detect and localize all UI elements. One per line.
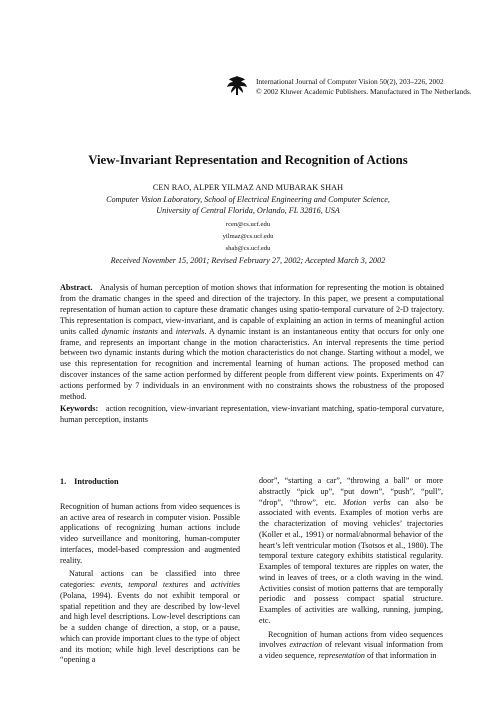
r2-em-2: representation: [318, 651, 365, 660]
journal-citation: International Journal of Computer Vision 50(2), 203–226, 2002: [256, 77, 444, 86]
section-heading: [60, 477, 240, 488]
p2-text-a: Natural actions can be classified into three categories:: [60, 569, 240, 589]
email-2: yilmaz@cs.ucf.edu: [222, 233, 274, 240]
keywords-label: Keywords:: [60, 404, 99, 413]
r2-em-1: extraction: [289, 640, 323, 650]
affiliation-line-1: Computer Vision Laboratory, School of Electrical Engineering and Computer Science,: [106, 195, 390, 204]
section-title: Introduction: [74, 477, 119, 486]
paper-authors: CEN RAO, ALPER YILMAZ AND MUBARAK SHAH: [152, 183, 344, 192]
intro-paragraph-3: [259, 476, 443, 627]
p2-text-b: ,: [120, 580, 129, 589]
email-3: shah@cs.ucf.edu: [225, 245, 271, 252]
abstract: [60, 283, 444, 403]
author-emails: [0, 219, 496, 255]
abstract-text-b: and: [157, 326, 176, 336]
r2-text-c: of that information in: [364, 651, 437, 660]
kluwer-tree-logo-icon: [226, 74, 248, 96]
keywords: [60, 404, 444, 426]
journal-copyright: © 2002 Kluwer Academic Publishers. Manufactured in The Netherlands.: [256, 87, 472, 96]
p2-em-3: activities: [210, 580, 240, 589]
affiliation-line-2: University of Central Florida, Orlando, FL 32816, USA: [156, 206, 340, 215]
r2-text-b: of relevant visual information from a video sequence,: [259, 640, 444, 660]
received-dates: Received November 15, 2001; Revised February 27, 2002; Accepted March 3, 2002: [110, 256, 386, 265]
r1-em: Motion verbs: [342, 497, 391, 507]
column-left: [60, 477, 240, 666]
p2-em-1: events: [100, 580, 121, 589]
section-number: 1.: [60, 477, 67, 486]
paper-affiliation: [0, 194, 496, 216]
p2-text-d: (Polana, 1994). Events do not exhibit temporal or spatial repetition and they are described by low-level and high level descriptions. Low-level descriptions can be a sudden change of direction, a stop, or a pause, which can provide important clues to the type of object and its motion; while high level descriptions can be “opening a: [60, 590, 240, 665]
intro-paragraph-2: [60, 569, 240, 666]
abstract-text-a: Analysis of human perception of motion shows that information for representing the motion is obtained from the dramatic changes in the speed and direction of the trajectory. In this paper, we present a computational representation of human action to capture these dramatic changes using spatio-temporal curvature of 2-D trajectory. This representation is compact, view-invariant, and is capable of explaining an action in terms of meaningful action units called: [60, 283, 445, 336]
p2-text-c: and: [188, 580, 211, 589]
abstract-text-c: . A dynamic instant is an instantaneous entity that occurs for only one frame, and represents an important change in the motion characteristics. An interval represents the time period between two dynamic instants during which the motion characteristics do not change. Starting without a model, we use this representation for recognition and incremental learning of human actions. The proposed method can discover instances of the same action performed by different people from different view points. Experiments on 47 actions performed by 7 individuals in an environment with no constraints shows the robustness of the proposed method.: [60, 326, 444, 402]
r2-text-a: Recognition of human actions from video sequences involves: [259, 629, 443, 650]
paper-title: View-Invariant Representation and Recognition of Actions: [88, 153, 408, 167]
abstract-em-2: intervals: [175, 326, 205, 336]
keywords-text: action recognition, view-invariant representation, view-invariant matching, spatio-temporal curvature, human perception, instants: [60, 404, 445, 424]
r1-text-b: can also be associated with events. Examples of motion verbs are the characterization of moving vehicles’ trajectories (Koller et al., 1991) or normal/abnormal behavior of the heart’s left ventricular motion (Tsotsos et al., 1980). The temporal texture category exhibits statistical regularity. Examples of temporal textures are ripples on water, the wind in leaves of trees, or a cloth waving in the wind. Activities consist of motion patterns that are temporally periodic and possess compact spatial structure. Examples of activities are walking, running, jumping, etc.: [259, 497, 443, 625]
intro-paragraph-1: Recognition of human actions from video sequences is an active area of research in computer vision. Possible applications of recognizing human actions include video surveillance and monitoring, human-computer interfaces, model-based compression and augmented reality.: [60, 501, 240, 565]
column-right: [259, 476, 443, 662]
p2-em-2: temporal textures: [128, 580, 189, 589]
r1-text-a: door”, “starting a car”, “throwing a ball” or more abstractly “pick up”, “put down”, “push”, “pull”, “drop”, “throw”, etc.: [259, 476, 443, 507]
email-1: rcen@cs.ucf.edu: [225, 221, 271, 228]
abstract-em-1: dynamic instants: [101, 326, 158, 336]
abstract-label: Abstract.: [60, 283, 93, 292]
intro-paragraph-4: [259, 630, 443, 662]
journal-header: [256, 77, 471, 97]
